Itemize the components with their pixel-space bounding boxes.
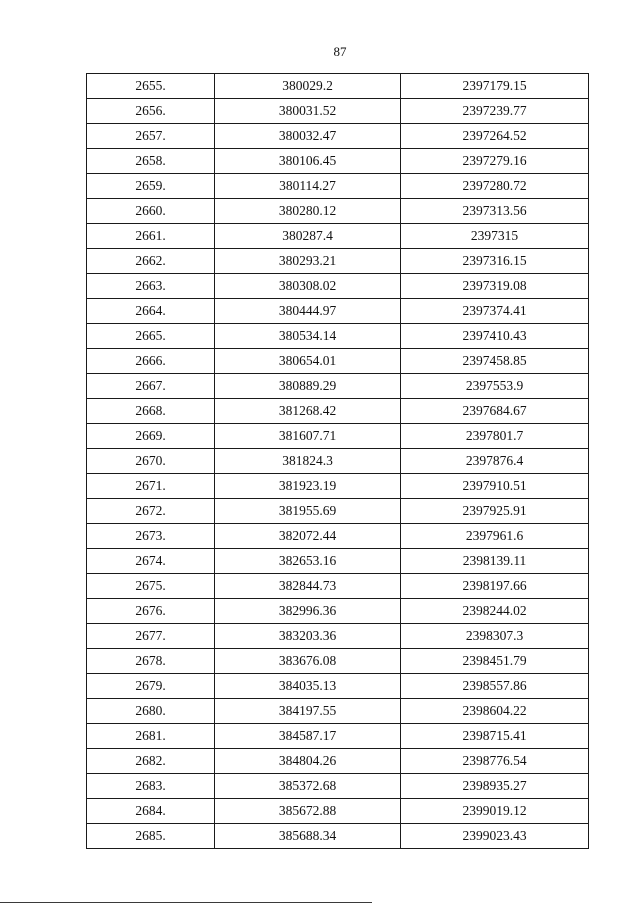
table-row [87,574,589,599]
table-row [87,774,589,799]
y-coordinate-cell: 2397315 [401,224,589,249]
row-number-cell: 2672. [87,499,215,524]
row-number-cell: 2684. [87,799,215,824]
y-coordinate-cell: 2397925.91 [401,499,589,524]
y-coordinate-cell: 2398557.86 [401,674,589,699]
table-row [87,399,589,424]
table-row [87,299,589,324]
table-row [87,424,589,449]
table-row [87,524,589,549]
table-row [87,499,589,524]
row-number-cell: 2661. [87,224,215,249]
x-coordinate-cell: 380889.29 [215,374,401,399]
table-row [87,124,589,149]
y-coordinate-cell: 2397458.85 [401,349,589,374]
table-row [87,549,589,574]
x-coordinate-cell: 382996.36 [215,599,401,624]
table-row [87,749,589,774]
y-coordinate-cell: 2398197.66 [401,574,589,599]
x-coordinate-cell: 383676.08 [215,649,401,674]
x-coordinate-cell: 384197.55 [215,699,401,724]
table-row [87,149,589,174]
coordinates-table [86,73,589,849]
x-coordinate-cell: 381923.19 [215,474,401,499]
table-row [87,799,589,824]
footer-rule [0,902,372,903]
table-row [87,474,589,499]
x-coordinate-cell: 380031.52 [215,99,401,124]
row-number-cell: 2664. [87,299,215,324]
table-row [87,449,589,474]
table-row [87,649,589,674]
row-number-cell: 2676. [87,599,215,624]
table-row [87,699,589,724]
y-coordinate-cell: 2397553.9 [401,374,589,399]
y-coordinate-cell: 2397961.6 [401,524,589,549]
x-coordinate-cell: 381955.69 [215,499,401,524]
x-coordinate-cell: 380114.27 [215,174,401,199]
row-number-cell: 2668. [87,399,215,424]
y-coordinate-cell: 2397684.67 [401,399,589,424]
table-row [87,674,589,699]
row-number-cell: 2655. [87,74,215,99]
table-body [87,74,589,849]
x-coordinate-cell: 385688.34 [215,824,401,849]
table-row [87,174,589,199]
table-row [87,374,589,399]
row-number-cell: 2656. [87,99,215,124]
table-row [87,624,589,649]
y-coordinate-cell: 2399019.12 [401,799,589,824]
table-row [87,224,589,249]
row-number-cell: 2665. [87,324,215,349]
y-coordinate-cell: 2398604.22 [401,699,589,724]
row-number-cell: 2659. [87,174,215,199]
x-coordinate-cell: 380106.45 [215,149,401,174]
table-row [87,74,589,99]
x-coordinate-cell: 380280.12 [215,199,401,224]
x-coordinate-cell: 382653.16 [215,549,401,574]
x-coordinate-cell: 380287.4 [215,224,401,249]
row-number-cell: 2658. [87,149,215,174]
x-coordinate-cell: 380029.2 [215,74,401,99]
row-number-cell: 2674. [87,549,215,574]
y-coordinate-cell: 2397179.15 [401,74,589,99]
table-row [87,349,589,374]
y-coordinate-cell: 2398451.79 [401,649,589,674]
y-coordinate-cell: 2398715.41 [401,724,589,749]
table-row [87,599,589,624]
y-coordinate-cell: 2398776.54 [401,749,589,774]
y-coordinate-cell: 2397910.51 [401,474,589,499]
row-number-cell: 2663. [87,274,215,299]
page-number: 87 [333,44,347,59]
x-coordinate-cell: 380444.97 [215,299,401,324]
x-coordinate-cell: 384804.26 [215,749,401,774]
row-number-cell: 2657. [87,124,215,149]
x-coordinate-cell: 381268.42 [215,399,401,424]
row-number-cell: 2662. [87,249,215,274]
table-row [87,249,589,274]
x-coordinate-cell: 380293.21 [215,249,401,274]
y-coordinate-cell: 2397374.41 [401,299,589,324]
row-number-cell: 2670. [87,449,215,474]
table-row [87,199,589,224]
y-coordinate-cell: 2397801.7 [401,424,589,449]
row-number-cell: 2682. [87,749,215,774]
table-row [87,824,589,849]
x-coordinate-cell: 380032.47 [215,124,401,149]
y-coordinate-cell: 2397313.56 [401,199,589,224]
x-coordinate-cell: 385372.68 [215,774,401,799]
row-number-cell: 2683. [87,774,215,799]
x-coordinate-cell: 384035.13 [215,674,401,699]
y-coordinate-cell: 2397279.16 [401,149,589,174]
y-coordinate-cell: 2397316.15 [401,249,589,274]
row-number-cell: 2685. [87,824,215,849]
x-coordinate-cell: 385672.88 [215,799,401,824]
row-number-cell: 2675. [87,574,215,599]
y-coordinate-cell: 2397410.43 [401,324,589,349]
y-coordinate-cell: 2398935.27 [401,774,589,799]
table-row [87,274,589,299]
y-coordinate-cell: 2397876.4 [401,449,589,474]
table-row [87,99,589,124]
y-coordinate-cell: 2397280.72 [401,174,589,199]
x-coordinate-cell: 380654.01 [215,349,401,374]
row-number-cell: 2671. [87,474,215,499]
y-coordinate-cell: 2399023.43 [401,824,589,849]
x-coordinate-cell: 384587.17 [215,724,401,749]
row-number-cell: 2673. [87,524,215,549]
x-coordinate-cell: 382844.73 [215,574,401,599]
y-coordinate-cell: 2398307.3 [401,624,589,649]
row-number-cell: 2667. [87,374,215,399]
table-row [87,724,589,749]
row-number-cell: 2679. [87,674,215,699]
y-coordinate-cell: 2397239.77 [401,99,589,124]
table-row [87,324,589,349]
row-number-cell: 2669. [87,424,215,449]
x-coordinate-cell: 381824.3 [215,449,401,474]
x-coordinate-cell: 383203.36 [215,624,401,649]
x-coordinate-cell: 380534.14 [215,324,401,349]
y-coordinate-cell: 2398244.02 [401,599,589,624]
row-number-cell: 2666. [87,349,215,374]
row-number-cell: 2677. [87,624,215,649]
x-coordinate-cell: 381607.71 [215,424,401,449]
x-coordinate-cell: 382072.44 [215,524,401,549]
row-number-cell: 2680. [87,699,215,724]
y-coordinate-cell: 2397264.52 [401,124,589,149]
row-number-cell: 2660. [87,199,215,224]
row-number-cell: 2681. [87,724,215,749]
row-number-cell: 2678. [87,649,215,674]
y-coordinate-cell: 2397319.08 [401,274,589,299]
y-coordinate-cell: 2398139.11 [401,549,589,574]
x-coordinate-cell: 380308.02 [215,274,401,299]
